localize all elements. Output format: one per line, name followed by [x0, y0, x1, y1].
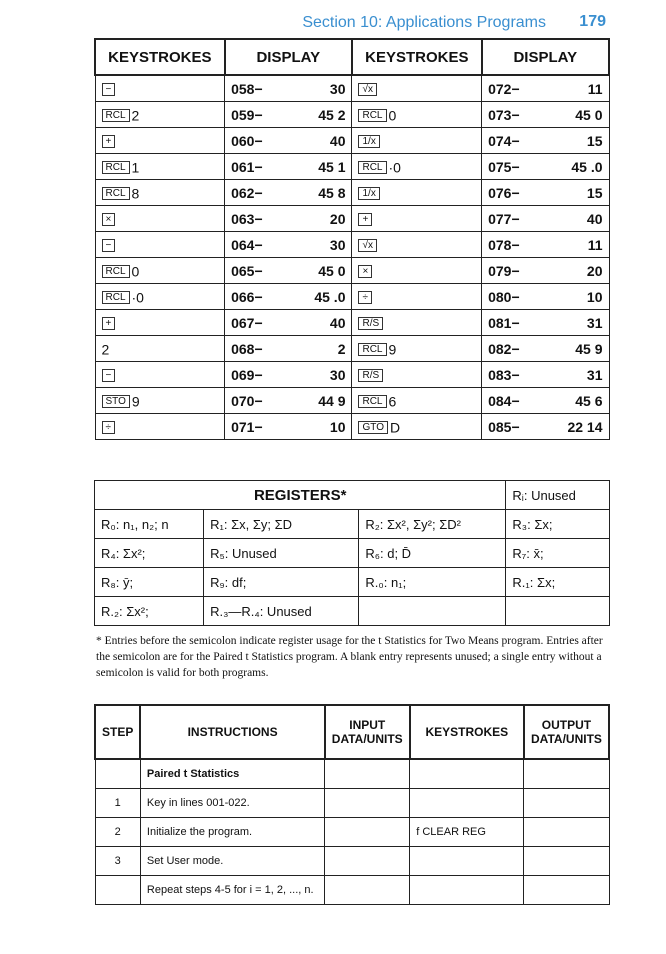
display-keycode: 31: [544, 362, 609, 388]
keystroke-cell: [95, 102, 225, 128]
instruction-row: [95, 759, 609, 789]
display-keycode: 22 14: [544, 414, 609, 440]
display-keycode: 20: [287, 206, 352, 232]
display-line-number: 077−: [482, 206, 545, 232]
calculator-key: 1/x: [358, 135, 379, 148]
input-cell: [325, 847, 410, 876]
keystroke-cell: [95, 336, 225, 362]
keystroke-cell: [352, 414, 482, 440]
registers-header-row: [95, 481, 610, 510]
calculator-key: RCL: [102, 187, 130, 200]
register-row: [95, 568, 610, 597]
keystroke-operand: 2: [131, 107, 140, 124]
output-cell: [524, 818, 609, 847]
keystroke-operand: 1: [131, 159, 140, 176]
register-cell: R.₃—R.₄: Unused: [204, 597, 359, 626]
keystroke-cell: [95, 75, 225, 102]
register-cell: [359, 597, 506, 626]
keystroke-operand: 9: [388, 341, 397, 358]
display-line-number: 076−: [482, 180, 545, 206]
display-line-number: 065−: [225, 258, 288, 284]
display-keycode: 2: [287, 336, 352, 362]
keystroke-operand: ·0: [388, 159, 401, 176]
keystroke-cell: [95, 414, 225, 440]
display-line-number: 060−: [225, 128, 288, 154]
register-cell: R₃: Σx;: [506, 510, 610, 539]
calculator-key: RCL: [102, 161, 130, 174]
col-header-display: DISPLAY: [482, 39, 609, 75]
display-keycode: 45 .0: [544, 154, 609, 180]
keystroke-cell: [95, 232, 225, 258]
display-line-number: 082−: [482, 336, 545, 362]
display-line-number: 072−: [482, 75, 545, 102]
instruction-text: Paired t Statistics: [140, 759, 324, 789]
calculator-key: ×: [358, 265, 372, 278]
display-keycode: 45 0: [287, 258, 352, 284]
keystroke-operand: ·0: [131, 289, 144, 306]
keystroke-header-row: [95, 39, 609, 75]
registers-table: [94, 480, 610, 626]
keystroke-cell: [352, 75, 482, 102]
display-line-number: 073−: [482, 102, 545, 128]
calculator-key: −: [102, 83, 116, 96]
display-keycode: 15: [544, 128, 609, 154]
keystroke-text: 2: [101, 341, 110, 358]
display-keycode: 45 0: [544, 102, 609, 128]
keystroke-operand: 9: [131, 393, 140, 410]
instruction-text: Key in lines 001-022.: [140, 789, 324, 818]
keystroke-row: [95, 206, 609, 232]
calculator-key: RCL: [358, 395, 386, 408]
registers-title: REGISTERS*: [95, 481, 506, 510]
output-cell: [524, 759, 609, 789]
display-line-number: 062−: [225, 180, 288, 206]
keystrokes-cell: [410, 847, 524, 876]
keystrokes-cell: f CLEAR REG: [410, 818, 524, 847]
register-row: [95, 510, 610, 539]
section-title: Section 10: Applications Programs: [302, 14, 546, 31]
output-cell: [524, 847, 609, 876]
keystroke-operand: 0: [388, 107, 397, 124]
display-keycode: 30: [287, 75, 352, 102]
keystroke-row: [95, 362, 609, 388]
instruction-text: Initialize the program.: [140, 818, 324, 847]
register-cell: R₅: Unused: [204, 539, 359, 568]
keystroke-cell: [352, 206, 482, 232]
col-header-step: STEP: [95, 705, 140, 759]
keystrokes-cell: [410, 789, 524, 818]
keystroke-cell: [352, 336, 482, 362]
register-cell: R₆: d; D̄: [359, 539, 506, 568]
display-keycode: 44 9: [287, 388, 352, 414]
instruction-row: [95, 789, 609, 818]
calculator-key: RCL: [358, 161, 386, 174]
calculator-key: 1/x: [358, 187, 379, 200]
keystroke-row: [95, 75, 609, 102]
keystroke-cell: [95, 310, 225, 336]
display-line-number: 063−: [225, 206, 288, 232]
col-header-output: OUTPUT DATA/UNITS: [524, 705, 609, 759]
display-line-number: 066−: [225, 284, 288, 310]
register-cell: R₁: Σx, Σy; ΣD: [204, 510, 359, 539]
input-cell: [325, 876, 410, 905]
step-number: 1: [95, 789, 140, 818]
register-cell: R.₁: Σx;: [506, 568, 610, 597]
calculator-key: R/S: [358, 369, 383, 382]
calculator-key: ×: [102, 213, 116, 226]
calculator-key: ÷: [358, 291, 372, 304]
display-keycode: 15: [544, 180, 609, 206]
keystroke-row: [95, 154, 609, 180]
calculator-key: STO: [102, 395, 130, 408]
keystroke-cell: [352, 310, 482, 336]
register-cell: R₈: ȳ;: [95, 568, 204, 597]
keystroke-cell: [95, 258, 225, 284]
keystroke-row: [95, 310, 609, 336]
display-line-number: 075−: [482, 154, 545, 180]
keystroke-operand: 8: [131, 185, 140, 202]
keystroke-row: [95, 414, 609, 440]
register-cell: R₇: x̄;: [506, 539, 610, 568]
display-keycode: 45 1: [287, 154, 352, 180]
register-ri: Rᵢ: Unused: [506, 481, 610, 510]
display-keycode: 31: [544, 310, 609, 336]
keystroke-cell: [352, 128, 482, 154]
calculator-key: +: [102, 135, 116, 148]
display-line-number: 081−: [482, 310, 545, 336]
input-cell: [325, 818, 410, 847]
display-line-number: 071−: [225, 414, 288, 440]
keystroke-table: [94, 38, 610, 440]
display-line-number: 068−: [225, 336, 288, 362]
display-line-number: 059−: [225, 102, 288, 128]
col-header-input: INPUT DATA/UNITS: [325, 705, 410, 759]
keystroke-cell: [95, 284, 225, 310]
keystroke-cell: [352, 180, 482, 206]
output-cell: [524, 789, 609, 818]
register-cell: [506, 597, 610, 626]
display-line-number: 067−: [225, 310, 288, 336]
keystroke-row: [95, 180, 609, 206]
keystrokes-cell: [410, 876, 524, 905]
calculator-key: ÷: [102, 421, 116, 434]
keystroke-row: [95, 388, 609, 414]
register-cell: R.₂: Σx²;: [95, 597, 204, 626]
calculator-key: RCL: [358, 109, 386, 122]
col-header-instructions: INSTRUCTIONS: [140, 705, 324, 759]
display-keycode: 45 9: [544, 336, 609, 362]
display-line-number: 080−: [482, 284, 545, 310]
keystroke-cell: [352, 284, 482, 310]
display-keycode: 30: [287, 362, 352, 388]
display-line-number: 074−: [482, 128, 545, 154]
keystroke-row: [95, 336, 609, 362]
page-header: [0, 14, 666, 36]
keystroke-cell: [95, 154, 225, 180]
display-line-number: 069−: [225, 362, 288, 388]
keystroke-row: [95, 284, 609, 310]
keystroke-cell: [352, 232, 482, 258]
display-line-number: 079−: [482, 258, 545, 284]
register-cell: R₄: Σx²;: [95, 539, 204, 568]
keystroke-row: [95, 258, 609, 284]
display-line-number: 058−: [225, 75, 288, 102]
step-number: 3: [95, 847, 140, 876]
display-line-number: 061−: [225, 154, 288, 180]
display-line-number: 078−: [482, 232, 545, 258]
input-cell: [325, 759, 410, 789]
keystroke-operand: D: [389, 419, 401, 436]
display-line-number: 085−: [482, 414, 545, 440]
keystroke-cell: [95, 180, 225, 206]
register-cell: R.₀: n₁;: [359, 568, 506, 597]
instruction-text: Set User mode.: [140, 847, 324, 876]
calculator-key: −: [102, 369, 116, 382]
calculator-key: RCL: [102, 291, 130, 304]
calculator-key: −: [102, 239, 116, 252]
register-cell: R₂: Σx², Σy²; ΣD²: [359, 510, 506, 539]
calculator-key: GTO: [358, 421, 387, 434]
keystroke-cell: [95, 388, 225, 414]
keystroke-operand: 6: [388, 393, 397, 410]
register-row: [95, 539, 610, 568]
display-keycode: 40: [287, 128, 352, 154]
keystroke-cell: [352, 258, 482, 284]
step-number: [95, 876, 140, 905]
calculator-key: R/S: [358, 317, 383, 330]
display-keycode: 11: [544, 232, 609, 258]
calculator-key: √x: [358, 83, 377, 96]
keystroke-row: [95, 102, 609, 128]
calculator-key: √x: [358, 239, 377, 252]
display-line-number: 064−: [225, 232, 288, 258]
register-row: [95, 597, 610, 626]
display-keycode: 45 6: [544, 388, 609, 414]
step-number: [95, 759, 140, 789]
display-keycode: 20: [544, 258, 609, 284]
display-keycode: 45 2: [287, 102, 352, 128]
register-cell: R₀: n₁, n₂; n: [95, 510, 204, 539]
step-number: 2: [95, 818, 140, 847]
calculator-key: RCL: [102, 109, 130, 122]
input-cell: [325, 789, 410, 818]
keystroke-operand: 0: [131, 263, 140, 280]
calculator-key: +: [358, 213, 372, 226]
display-keycode: 40: [544, 206, 609, 232]
calculator-key: +: [102, 317, 116, 330]
col-header-keystrokes: KEYSTROKES: [352, 39, 482, 75]
display-line-number: 084−: [482, 388, 545, 414]
output-cell: [524, 876, 609, 905]
calculator-key: RCL: [358, 343, 386, 356]
keystroke-cell: [352, 154, 482, 180]
keystrokes-cell: [410, 759, 524, 789]
display-keycode: 45 .0: [287, 284, 352, 310]
display-keycode: 11: [544, 75, 609, 102]
keystroke-row: [95, 128, 609, 154]
keystroke-cell: [95, 128, 225, 154]
keystroke-cell: [352, 388, 482, 414]
instruction-text: Repeat steps 4-5 for i = 1, 2, ..., n.: [140, 876, 324, 905]
footnote: * Entries before the semicolon indicate register usage for the t Statistics for Two Means program. Entries after the semicolon are for the Paired t Statistics program. A blank entry represents unused; a single entry without a semicolon is valid for both programs.: [96, 635, 603, 679]
keystroke-cell: [352, 102, 482, 128]
instruction-row: [95, 876, 609, 905]
instruction-row: [95, 818, 609, 847]
col-header-keystrokes: KEYSTROKES: [95, 39, 225, 75]
keystroke-cell: [352, 362, 482, 388]
display-line-number: 070−: [225, 388, 288, 414]
register-cell: R₉: df;: [204, 568, 359, 597]
instructions-table: [94, 704, 610, 905]
display-keycode: 10: [287, 414, 352, 440]
calculator-key: RCL: [102, 265, 130, 278]
display-line-number: 083−: [482, 362, 545, 388]
keystroke-row: [95, 232, 609, 258]
col-header-display: DISPLAY: [225, 39, 352, 75]
display-keycode: 45 8: [287, 180, 352, 206]
display-keycode: 10: [544, 284, 609, 310]
instructions-header-row: [95, 705, 609, 759]
page-number: 179: [579, 13, 606, 30]
keystroke-cell: [95, 362, 225, 388]
display-keycode: 40: [287, 310, 352, 336]
display-keycode: 30: [287, 232, 352, 258]
col-header-keystrokes: KEYSTROKES: [410, 705, 524, 759]
instruction-row: [95, 847, 609, 876]
keystroke-cell: [95, 206, 225, 232]
